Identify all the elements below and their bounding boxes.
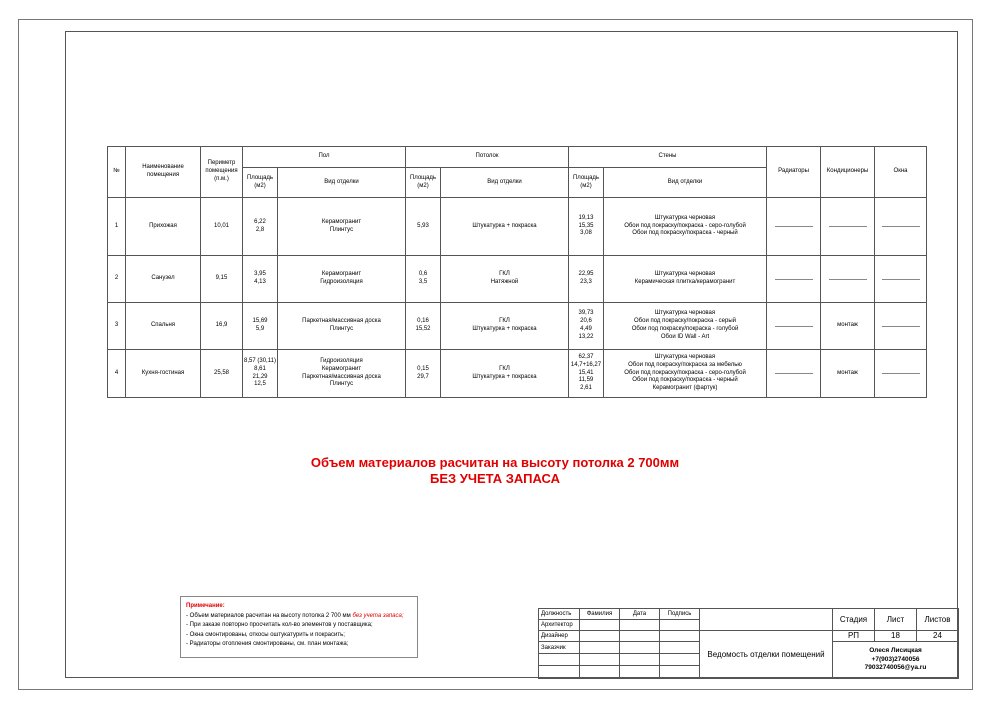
stamp-cell [580, 642, 620, 654]
cell-ceiling-area: 0,6 3,5 [406, 256, 441, 303]
notes-title: Примечание: [186, 603, 225, 609]
cell-windows [875, 303, 927, 350]
cell-num: 3 [108, 303, 126, 350]
title-block [538, 608, 959, 679]
cell-walls-finish: Штукатурка черновая Обои под покраску/покраска - серо-голубой Обои под покраску/покраска - черный [604, 198, 767, 256]
cell-walls-finish: Штукатурка черновая Керамическая плитка/керамогранит [604, 256, 767, 303]
stamp-cell [660, 654, 700, 666]
header-room: Наименование помещения [126, 147, 201, 198]
stamp-col-position: Должность [539, 609, 580, 620]
header-radiators: Радиаторы [767, 147, 821, 198]
cell-room: Спальня [126, 303, 201, 350]
header-num: № [108, 147, 126, 198]
cell-room: Прихожая [126, 198, 201, 256]
cell-ceiling-finish: ГКЛ Натяжной [441, 256, 569, 303]
header-perimeter: Периметр помещения (п.м.) [201, 147, 243, 198]
header-walls: Стены [569, 147, 767, 168]
cell-ceiling-area: 0,15 29,7 [406, 350, 441, 398]
stamp-sheet-label: Лист [875, 609, 917, 631]
stamp-cell [620, 642, 660, 654]
empty-line [829, 226, 867, 227]
stamp-col-surname: Фамилия [580, 609, 620, 620]
note-item: - При заказе повторно просчитать кол-во элементов у поставщика; [186, 622, 373, 628]
stamp-sheet: 18 [875, 631, 917, 642]
cell-perimeter: 25,58 [201, 350, 243, 398]
stamp-cell [660, 666, 700, 679]
note-item: - Окна смонтированы, откосы оштукатурить и покрасить; [186, 631, 345, 638]
cell-walls-area: 22,95 23,3 [569, 256, 604, 303]
cell-floor-finish: Гидроизоляция Керамогранит Паркетная/массивная доска Плинтус [278, 350, 406, 398]
stamp-col-signature: Подпись [660, 609, 700, 620]
stamp-cell [539, 654, 580, 666]
banner-line-1: Объем материалов расчитан на высоту потолка 2 700мм [310, 455, 680, 470]
cell-room: Кухня-гостиная [126, 350, 201, 398]
cell-floor-area: 6,22 2,8 [243, 198, 278, 256]
cell-ceiling-finish: ГКЛ Штукатурка + покраска [441, 303, 569, 350]
cell-walls-finish: Штукатурка черновая Обои под покраску/покраска за мебелью Обои под покраску/покраска - серо-голубой Обои под покраску/покраска - черный Керамогранит (фартук) [604, 350, 767, 398]
stamp-stage: РП [833, 631, 875, 642]
empty-line [882, 279, 920, 280]
stamp-cell [620, 620, 660, 631]
cell-ceiling-finish: Штукатурка + покраска [441, 198, 569, 256]
cell-perimeter: 16,9 [201, 303, 243, 350]
stamp-sheets: 24 [917, 631, 959, 642]
empty-line [882, 326, 920, 327]
cell-num: 4 [108, 350, 126, 398]
cell-floor-area: 3,95 4,13 [243, 256, 278, 303]
stamp-cell [580, 631, 620, 642]
note-highlight: без учета запаса; [352, 612, 404, 619]
table-row [108, 198, 927, 256]
table-row [108, 303, 927, 350]
stamp-cell [620, 654, 660, 666]
stamp-role-architect: Архитектор [539, 620, 580, 631]
org-name: Олеся Лисицкая [869, 646, 922, 654]
cell-room: Санузел [126, 256, 201, 303]
empty-line [775, 279, 813, 280]
empty-line [775, 226, 813, 227]
header-floor: Пол [243, 147, 406, 168]
stamp-col-date: Дата [620, 609, 660, 620]
header-ceiling-finish: Вид отделки [441, 168, 569, 198]
stamp-drawing-title: Ведомость отделки помещений [700, 631, 833, 679]
note-item: - Радиаторы отопления смонтированы, см. план монтажа; [186, 641, 349, 647]
cell-walls-area: 39,73 20,6 4,49 13,22 [569, 303, 604, 350]
cell-floor-area: 15,69 5,9 [243, 303, 278, 350]
header-ceiling-area: Площадь (м2) [406, 168, 441, 198]
stamp-cell [660, 620, 700, 631]
cell-ceiling-finish: ГКЛ Штукатурка + покраска [441, 350, 569, 398]
banner-line-2: БЕЗ УЧЕТА ЗАПАСА [429, 471, 560, 486]
stamp-organization [833, 642, 959, 679]
stamp-cell [580, 654, 620, 666]
stamp-cell [620, 666, 660, 679]
cell-num: 1 [108, 198, 126, 256]
org-email: 79032740056@ya.ru [864, 664, 927, 672]
cell-ceiling-area: 0,16 15,52 [406, 303, 441, 350]
cell-conditioners: монтаж [821, 350, 875, 398]
empty-line [882, 373, 920, 374]
cell-perimeter: 10,01 [201, 198, 243, 256]
header-floor-area: Площадь (м2) [243, 168, 278, 198]
header-walls-finish: Вид отделки [604, 168, 767, 198]
cell-radiators [767, 256, 821, 303]
header-conditioners: Кондиционеры [821, 147, 875, 198]
header-walls-area: Площадь (м2) [569, 168, 604, 198]
height-notice-banner [0, 455, 990, 487]
cell-radiators [767, 198, 821, 256]
cell-radiators [767, 350, 821, 398]
stamp-cell [660, 642, 700, 654]
cell-ceiling-area: 5,93 [406, 198, 441, 256]
stamp-role-customer: Заказчик [539, 642, 580, 654]
note-text: - Объем материалов расчитан на высоту потолка 2 700 мм [186, 612, 353, 619]
stamp-stage-label: Стадия [833, 609, 875, 631]
stamp-cell [620, 631, 660, 642]
empty-line [775, 373, 813, 374]
stamp-cell [580, 666, 620, 679]
finish-schedule-table [107, 146, 927, 398]
header-ceiling: Потолок [406, 147, 569, 168]
stamp-sheets-label: Листов [917, 609, 959, 631]
cell-radiators [767, 303, 821, 350]
cell-conditioners [821, 256, 875, 303]
empty-line [775, 326, 813, 327]
table-row [108, 256, 927, 303]
stamp-empty-top [700, 609, 833, 631]
stamp-cell [539, 666, 580, 679]
cell-floor-finish: Керамогранит Гидроизоляция [278, 256, 406, 303]
cell-num: 2 [108, 256, 126, 303]
header-windows: Окна [875, 147, 927, 198]
cell-conditioners: монтаж [821, 303, 875, 350]
cell-conditioners [821, 198, 875, 256]
cell-windows [875, 350, 927, 398]
table-row [108, 350, 927, 398]
notes-box [180, 596, 418, 658]
stamp-role-designer: Дизайнер [539, 631, 580, 642]
stamp-cell [580, 620, 620, 631]
note-item [186, 612, 412, 622]
header-floor-finish: Вид отделки [278, 168, 406, 198]
cell-walls-area: 62,37 14,7+16,27 15,41 11,59 2,61 [569, 350, 604, 398]
org-phone: +7(903)2740056 [871, 655, 920, 663]
cell-floor-finish: Керамогранит Плинтус [278, 198, 406, 256]
empty-line [829, 279, 867, 280]
cell-perimeter: 9,15 [201, 256, 243, 303]
cell-floor-area: 8,57 (30,11) 8,61 21,29 12,5 [243, 350, 278, 398]
cell-windows [875, 256, 927, 303]
empty-line [882, 226, 920, 227]
cell-windows [875, 198, 927, 256]
stamp-cell [660, 631, 700, 642]
cell-walls-finish: Штукатурка черновая Обои под покраску/покраска - серый Обои под покраску/покраска - голубой Обои ID Wall - Art [604, 303, 767, 350]
cell-floor-finish: Паркетная/массивная доска Плинтус [278, 303, 406, 350]
cell-walls-area: 19,13 15,35 3,08 [569, 198, 604, 256]
